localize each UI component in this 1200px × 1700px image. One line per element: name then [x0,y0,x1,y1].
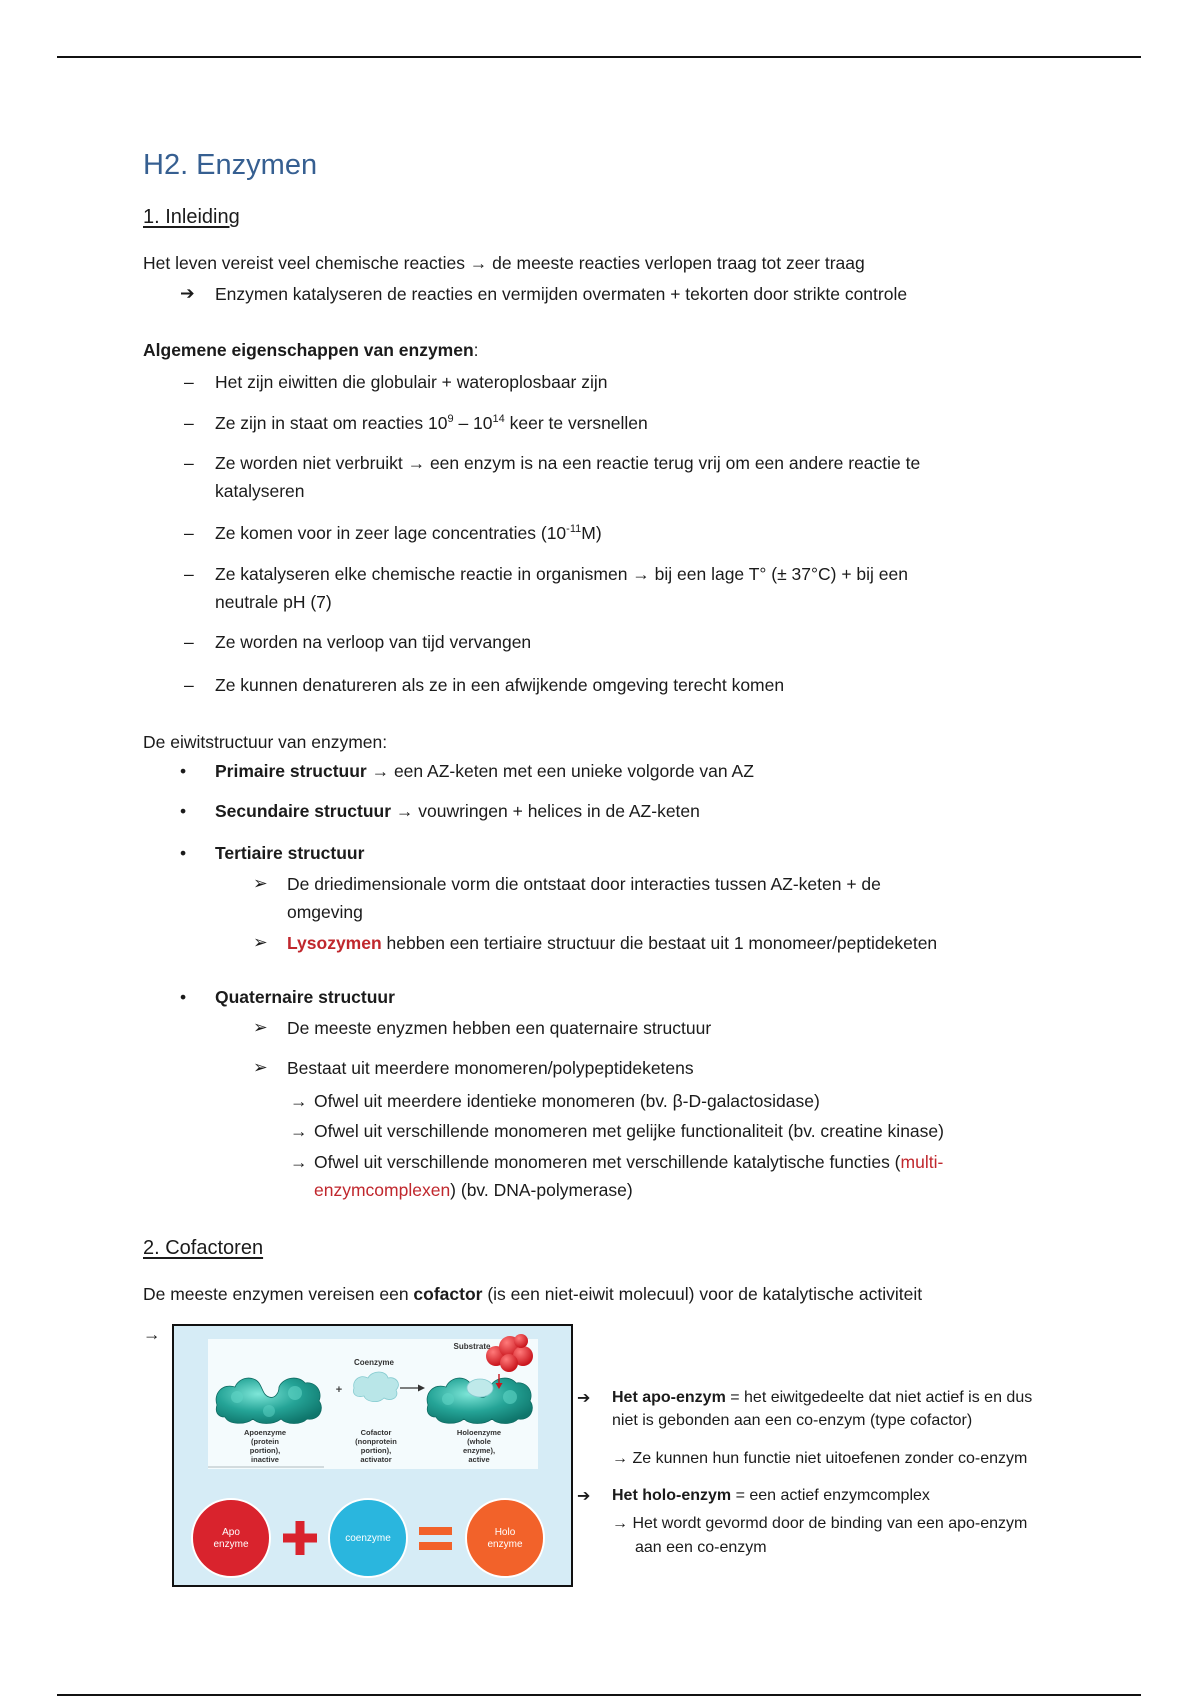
property-text: – 10 [453,413,493,433]
equals-icon [419,1527,452,1550]
apo-circle-label: Apo [222,1527,240,1538]
option-text: Ofwel uit verschillende monomeren met verschillende katalytische functies ( [314,1152,901,1172]
sub-bullet-marker: ➢ [253,874,268,894]
plus-bar [296,1521,305,1555]
bullet-marker: • [180,987,187,1007]
property-item [215,449,920,505]
property-item [215,519,602,547]
structure-quaternary-label: Quaternaire structuur [215,987,395,1007]
footer-rule [57,1694,1141,1696]
caption-line: activator [360,1455,392,1464]
superscript: 14 [492,413,505,425]
structure-intro: De eiwitstructuur van enzymen: [143,732,388,752]
property-text: Ze zijn in staat om reacties 10 [215,413,448,433]
holo-enzyme-note-continued: aan een co-enzym [635,1539,767,1556]
property-line: Ze katalyseren elke chemische reactie in organismen → bij een lage T° (± 37°C) + bij een [215,564,908,584]
caption-line: (nonprotein [355,1437,397,1446]
arrow-marker: → [290,1121,308,1141]
apoenzyme-bump [288,1386,302,1400]
caption-line: Apoenzyme [243,1428,287,1437]
bound-coenzyme [467,1379,493,1397]
substrate-sphere [500,1354,518,1372]
structure-label: Primaire structuur [215,761,367,781]
section-heading-cofactoren: 2. Cofactoren [143,1237,264,1259]
bold-arrow-marker: ➔ [180,284,195,304]
paragraph-text: (is een niet-eiwit molecuul) voor de katalytische activiteit [482,1284,923,1304]
quaternary-option: Ofwel uit meerdere identieke monomeren (bv. β-D-galactosidase) [314,1091,820,1111]
definition-text: = een actief enzymcomplex [731,1487,930,1504]
apo-enzyme-circle [192,1499,270,1577]
properties-heading-label: Algemene eigenschappen van enzymen [143,340,474,360]
caption-line: (protein [251,1437,279,1446]
quaternary-option: Ofwel uit verschillende monomeren met gelijke functionaliteit (bv. creatine kinase) [314,1121,944,1141]
sub-bullet-marker: ➢ [253,1018,268,1038]
definition-line: niet is gebonden aan een co-enzym (type cofactor) [612,1412,973,1429]
structure-label: Secundaire structuur [215,801,392,821]
holo-enzyme-note: → Het wordt gevormd door de binding van een apo-enzym [612,1515,1028,1532]
caption-line: (whole [467,1437,491,1446]
structure-tertiary-label: Tertiaire structuur [215,843,365,863]
section-heading-inleiding: 1. Inleiding [143,206,240,228]
option-text: ) (bv. DNA-polymerase) [450,1180,633,1200]
property-item [215,560,908,616]
apo-circle-label: enzyme [213,1539,249,1550]
intro-paragraph: Het leven vereist veel chemische reacties → de meeste reacties verlopen traag tot zeer traag [143,253,865,273]
sub-item-line: De driedimensionale vorm die ontstaat door interacties tussen AZ-keten + de [287,874,881,894]
properties-heading [143,336,479,364]
property-item [215,409,648,437]
holo-circle-label: Holo [494,1527,516,1538]
property-text: M) [581,523,602,543]
substrate-sphere [514,1334,528,1348]
option-line [314,1148,943,1176]
bullet-marker: • [180,801,187,821]
bullet-marker: • [180,761,187,781]
holoenzyme-bump [442,1393,454,1405]
arrow-marker: → [290,1091,308,1111]
page-title: H2. Enzymen [143,149,318,181]
definition-text: = het eiwitgedeelte dat niet actief is en dus [725,1389,1033,1406]
arrow-marker: → [143,1324,161,1344]
apoenzyme-bump [231,1391,243,1403]
highlight-term: enzymcomplexen [314,1180,451,1200]
caption-line: enzyme), [462,1446,496,1455]
sub-item-text: hebben een tertiaire structuur die bestaat uit 1 monomeer/peptideketen [381,933,938,953]
tertiary-sub-item [287,870,881,926]
property-item: Het zijn eiwitten die globulair + wateroplosbaar zijn [215,372,608,392]
caption-line: Cofactor [360,1428,392,1437]
quaternary-option [314,1148,943,1204]
substrate-label: Substrate [453,1342,491,1351]
property-text: Ze komen voor in zeer lage concentraties (10 [215,523,567,543]
tertiary-sub-item [287,929,937,957]
paragraph-text: De meeste enzymen vereisen een [143,1284,414,1304]
apoenzyme-bump [263,1405,275,1417]
apo-enzyme-term: Het apo-enzym [612,1389,726,1406]
structure-text: → een AZ-keten met een unieke volgorde van AZ [366,761,754,781]
bold-arrow-marker: ➔ [577,1486,591,1505]
dash-marker: – [184,564,194,584]
dash-marker: – [184,523,194,543]
diagram-plus: + [335,1384,343,1396]
highlight-term: Lysozymen [287,933,382,953]
caption-line: active [468,1455,490,1464]
property-item: Ze worden na verloop van tijd vervangen [215,632,532,652]
sub-bullet-marker: ➢ [253,933,268,953]
apo-enzyme-definition [612,1386,1032,1432]
cofactor-term: cofactor [413,1284,483,1304]
caption-line: portion), [249,1446,281,1455]
structure-primary [215,757,754,785]
structure-secondary [215,797,700,825]
highlight-term: multi- [900,1152,944,1172]
superscript: 9 [447,413,454,425]
arrow-marker: → [290,1152,308,1172]
property-text: keer te versnellen [504,413,648,433]
quaternary-sub-item: De meeste enyzmen hebben een quaternaire structuur [287,1018,712,1038]
structure-text: → vouwringen + helices in de AZ-keten [391,801,700,821]
dash-marker: – [184,413,194,433]
holo-circle-label: enzyme [487,1539,523,1550]
equals-bar [419,1527,452,1535]
dash-marker: – [184,453,194,473]
properties-heading-colon: : [473,340,479,360]
equals-bar [419,1542,452,1550]
intro-conclusion: Enzymen katalyseren de reacties en vermijden overmaten + tekorten door strikte controle [215,284,908,304]
property-line: neutrale pH (7) [215,592,332,612]
holo-enzyme-term: Het holo-enzym [612,1487,732,1504]
holo-enzyme-circle [466,1499,544,1577]
dash-marker: – [184,372,194,392]
cofactor-figure [172,1324,573,1587]
caption-line: Holoenzyme [456,1428,502,1437]
plus-icon [283,1521,317,1555]
cofactor-paragraph [143,1280,922,1308]
sub-bullet-marker: ➢ [253,1058,268,1078]
definition-line [612,1386,1032,1409]
holoenzyme-bump [503,1390,517,1404]
sub-item-line: omgeving [287,902,363,922]
enzyme-diagram [174,1326,571,1585]
holo-enzyme-definition [612,1484,930,1507]
caption-line: portion), [360,1446,392,1455]
dash-marker: – [184,675,194,695]
coenzyme-label: Coenzyme [353,1358,395,1367]
caption-line: inactive [251,1455,279,1464]
option-line [314,1176,943,1204]
superscript: -11 [566,523,582,535]
bold-arrow-marker: ➔ [577,1388,591,1407]
quaternary-sub-item: Bestaat uit meerdere monomeren/polypeptideketens [287,1058,694,1078]
property-line: katalyseren [215,481,305,501]
dash-marker: – [184,632,194,652]
apo-enzyme-note: → Ze kunnen hun functie niet uitoefenen zonder co-enzym [612,1450,1028,1467]
property-line: Ze worden niet verbruikt → een enzym is na een reactie terug vrij om een andere reactie te [215,453,921,473]
property-item: Ze kunnen denatureren als ze in een afwijkende omgeving terecht komen [215,675,785,695]
bullet-marker: • [180,843,187,863]
coenzyme-circle-label: coenzyme [345,1533,391,1544]
header-rule [57,56,1141,58]
